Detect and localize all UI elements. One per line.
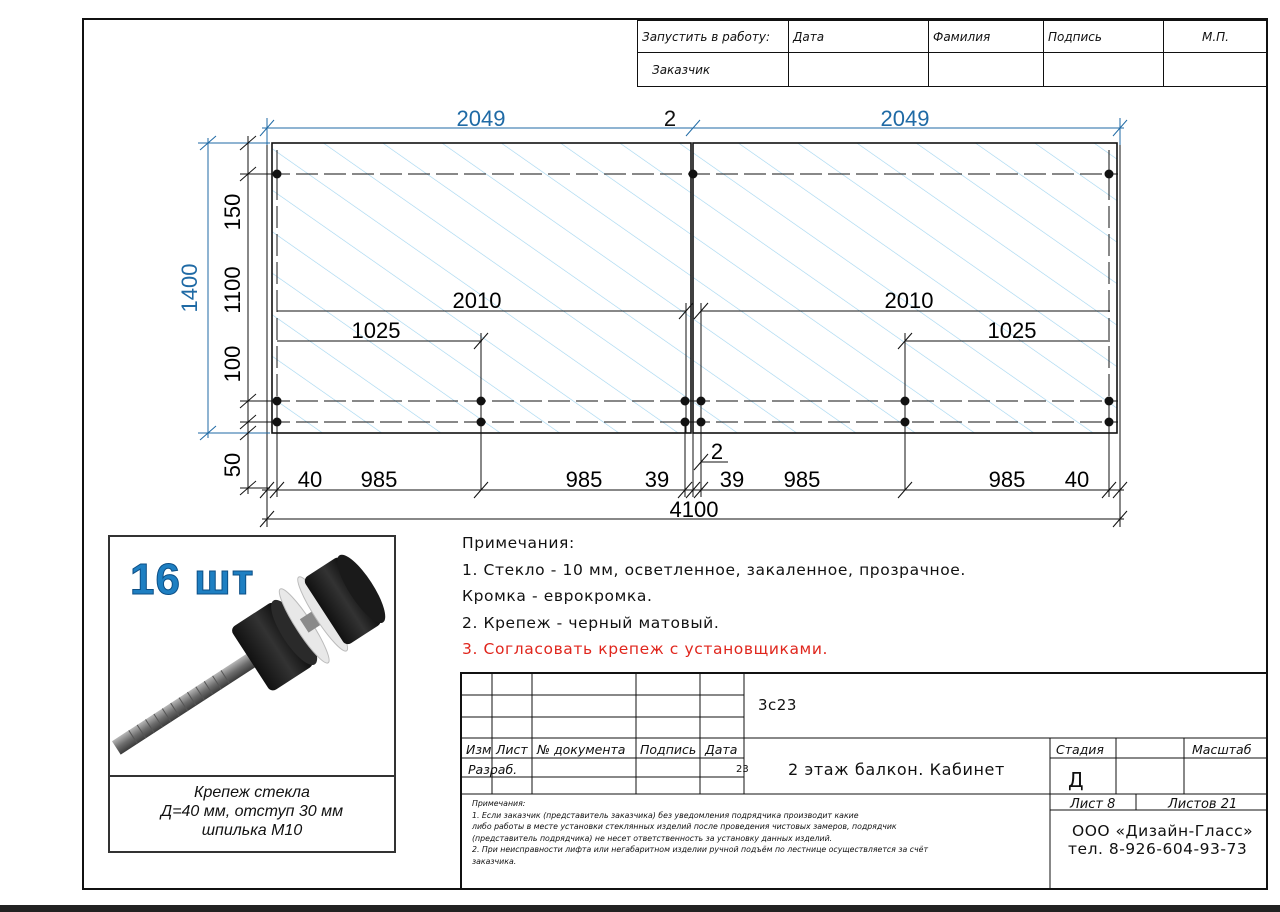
dim-total: 4100 [669,497,719,522]
stamp-note-3: (представитель подрядчика) не несет ответственность за установку данных изделий. [472,833,833,843]
dim-v-50: 50 [220,452,245,478]
dim-top-right: 2049 [880,106,930,131]
vertical-chain-lines [240,136,270,495]
bottom-border-bar [0,905,1280,912]
dim-b-39-right: 39 [719,467,745,492]
dim-v-100: 100 [220,345,245,383]
project-code: 3с23 [758,696,797,714]
stage-value: Д [1068,768,1084,792]
dim-b-985-3: 985 [783,467,821,492]
stamp-header-date: Дата [705,742,738,757]
stamp-header-doc: № документа [537,742,626,757]
dim-span-right: 1025 [987,318,1037,343]
dim-inner-right: 2010 [884,288,934,313]
dim-b-40-left: 40 [297,467,323,492]
surname-header: Фамилия [929,21,1044,53]
dim-span-left: 1025 [351,318,401,343]
dim-b-985-4: 985 [988,467,1026,492]
dim-b-39-left: 39 [644,467,670,492]
drawing-notes [462,530,966,663]
fixing-caption-line3: шпилька М10 [201,822,303,839]
note-coordinate: 3. Согласовать крепеж с установщиками. [462,640,829,658]
fixing-caption-line1: Крепеж стекла [194,784,310,801]
dim-top-left: 2049 [456,106,506,131]
fixing-caption-line2: Д=40 мм, отступ 30 мм [160,803,344,820]
scale-label: Масштаб [1192,742,1252,757]
sheets-total: Листов 21 [1168,797,1238,812]
dim-height-total: 1400 [177,263,202,313]
stamp-header: М.П. [1164,21,1268,53]
sheet-number: Лист 8 [1070,797,1116,812]
developer-date: 23 [736,764,749,775]
launch-label: Запустить в работу: [638,21,789,53]
dim-inner-left: 2010 [452,288,502,313]
fixing-quantity: 16 шт [130,555,255,604]
title-block [460,672,1268,890]
note-edge: Кромка - еврокромка. [462,587,653,605]
developer-label: Разраб. [468,762,518,777]
notes-title: Примечания: [462,534,575,552]
stamp-note-1: 1. Если заказчик (представитель заказчика) без уведомления подрядчика производит какие [472,810,859,820]
stamp-notes-title: Примечания: [472,799,526,808]
stamp-header-sign: Подпись [640,742,697,757]
note-glass: 1. Стекло - 10 мм, осветленное, закаленное, прозрачное. [462,560,966,579]
stamp-note-4: 2. При неисправности лифта или негабаритном изделии ручной подъём по лестнице осуществляется за счёт [472,845,928,855]
fixing-caption [110,775,394,851]
customer-label: Заказчик [638,53,789,87]
dim-b-985-1: 985 [360,467,398,492]
stamp-notes [472,798,928,868]
stamp-note-5: заказчика. [472,856,517,866]
company-phone: тел. 8-926-604-93-73 [1068,840,1248,858]
dim-b-gap: 2 [710,439,724,464]
date-header: Дата [789,21,929,53]
top-dimension-lines [260,118,1127,145]
dim-v-150: 150 [220,193,245,231]
dim-b-985-2: 985 [565,467,603,492]
drawing-title: 2 этаж балкон. Кабинет [788,760,1005,779]
dim-b-40-right: 40 [1064,467,1090,492]
stamp-header-list: Лист [496,742,528,757]
company-name: ООО «Дизайн-Гласс» [1072,822,1254,840]
dim-v-1100: 1100 [220,266,245,314]
dim-top-gap: 2 [663,106,677,131]
stage-label: Стадия [1056,742,1104,757]
fixing-product-box [108,535,396,853]
note-fixings: 2. Крепеж - черный матовый. [462,613,720,632]
stamp-header-izm: Изм [466,742,492,757]
signature-header: Подпись [1044,21,1164,53]
stamp-note-2: либо работы в месте установки стеклянных изделий после проведения чистовых замеров, подрядчик [472,822,897,832]
